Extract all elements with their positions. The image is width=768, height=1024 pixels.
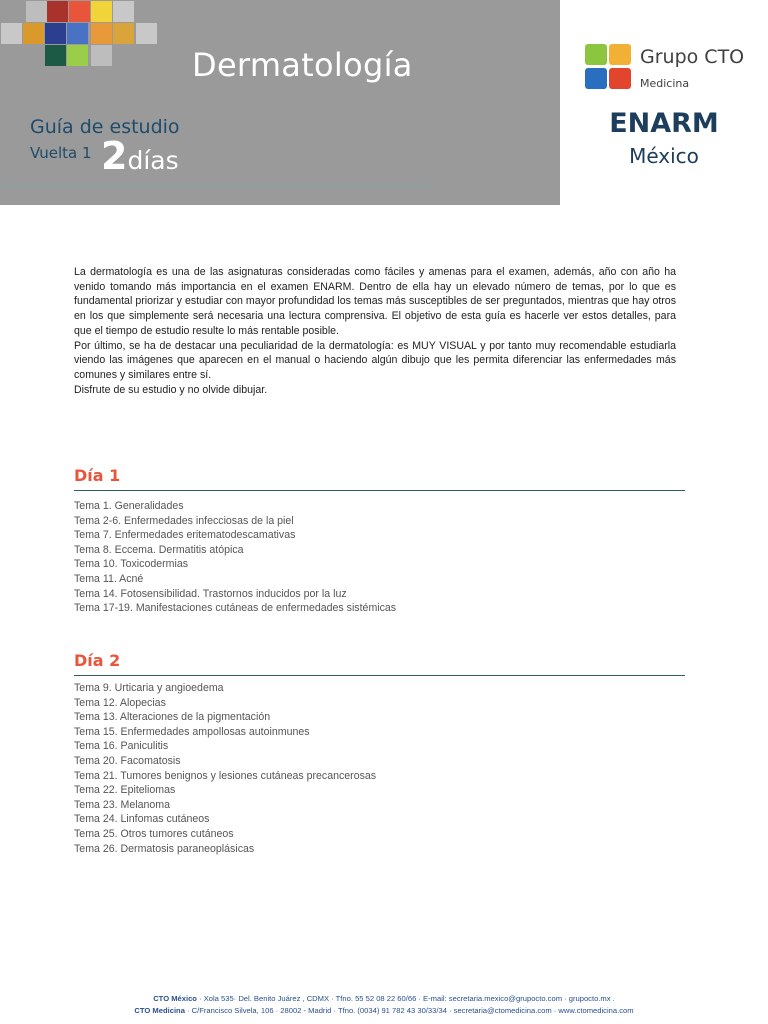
intro-paragraph: Disfrute de su estudio y no olvide dibujar.: [74, 383, 268, 396]
page-title: Dermatología: [192, 46, 413, 84]
mosaic-tile: [113, 23, 134, 44]
grupo-cto-logo-icon: [585, 44, 633, 90]
footer-line-mexico: CTO México · Xola 535· Del. Benito Juárez , CDMX · Tfno. 55 52 08 22 60/66 · E-mail: secretaria.mexico@grupocto.com · grupocto.mx .: [153, 994, 615, 1003]
list-item: Tema 16. Paniculitis: [74, 740, 169, 753]
list-item: Tema 17-19. Manifestaciones cutáneas de enfermedades sistémicas: [74, 602, 397, 615]
color-mosaic: [0, 0, 160, 66]
logo-subtitle: Medicina: [640, 77, 690, 90]
days-number: 2: [101, 134, 128, 178]
mosaic-tile: [45, 23, 66, 44]
mosaic-tile: [67, 45, 88, 66]
logo-brand: Grupo CTO: [640, 46, 745, 68]
footer-text: Xola 535· Del. Benito Juárez , CDMX · Tfno. 55 52 08 22 60/66 · E-mail: secretaria.mexico@grupocto.com · grupocto.mx .: [203, 994, 615, 1003]
list-item: Tema 10. Toxicodermias: [74, 558, 189, 571]
logo-square: [609, 68, 631, 89]
list-item: Tema 25. Otros tumores cutáneos: [74, 827, 234, 840]
list-item: Tema 22. Epiteliomas: [74, 784, 176, 797]
list-item: Tema 9. Urticaria y angioedema: [74, 682, 224, 694]
day-2-heading: Día 2: [74, 651, 121, 670]
day-2-divider: [74, 675, 685, 676]
list-item: Tema 14. Fotosensibilidad. Trastornos inducidos por la luz: [74, 587, 347, 600]
logo-square: [609, 44, 631, 65]
list-item: Tema 23. Melanoma: [74, 798, 170, 811]
intro-paragraph: La dermatología es una de las asignaturas consideradas como fáciles y amenas para el examen, además, año con año ha venido tomando más importancia en el examen ENARM. Dentro de ella hay un elevado número de temas, por lo que es fundamental priorizar y estudiar con mayor profundidad los temas más susceptibles de ser preguntados, mientras que hay otros en los que simplemente será necesaria una lectura comprensiva. El objetivo de esta guía es hacerle ver estos detalles, para que el tiempo de estudio resulte lo más rentable posible.: [74, 266, 676, 337]
mosaic-tile: [26, 1, 47, 22]
mosaic-tile: [1, 23, 22, 44]
day-1-heading: Día 1: [74, 466, 121, 485]
logo-square: [585, 68, 607, 89]
exam-country: México: [629, 144, 699, 168]
intro-paragraph: Por último, se ha de destacar una peculiaridad de la dermatología: es MUY VISUAL y por tanto muy recomendable estudiarla viendo las imágenes que aparecen en el manual o haciendo algún dibujo que les permita diferenciar las enfermedades más comunes y similares entre sí.: [74, 339, 676, 381]
list-item: Tema 24. Linfomas cutáneos: [74, 813, 210, 826]
mosaic-tile: [136, 23, 157, 44]
mosaic-tile: [23, 23, 44, 44]
list-item: Tema 8. Eccema. Dermatitis atópica: [74, 543, 244, 556]
logo-square: [585, 44, 607, 65]
mosaic-tile: [45, 45, 66, 66]
footer-line-madrid: CTO Medicina · C/Francisco Silvela, 106 · 28002 - Madrid · Tfno. (0034) 91 782 43 30/33/34 · secretaria@ctomedicina.com · www.ctomedicina.com: [134, 1006, 634, 1015]
mosaic-tile: [91, 1, 112, 22]
day-1-divider: [74, 490, 685, 491]
footer-label: CTO Medicina: [134, 1006, 185, 1015]
mosaic-tile: [69, 1, 90, 22]
mosaic-tile: [67, 23, 88, 44]
list-item: Tema 13. Alteraciones de la pigmentación: [74, 711, 271, 724]
list-item: Tema 20. Facomatosis: [74, 754, 181, 767]
mosaic-tile: [91, 23, 112, 44]
round-label: Vuelta 1: [30, 144, 92, 162]
list-item: Tema 1. Generalidades: [74, 500, 184, 512]
header-divider: [2, 184, 430, 185]
exam-title: ENARM: [609, 108, 719, 139]
list-item: Tema 7. Enfermedades eritematodescamativas: [74, 529, 296, 542]
list-item: Tema 15. Enfermedades ampollosas autoinmunes: [74, 725, 310, 738]
list-item: Tema 12. Alopecias: [74, 696, 166, 709]
days-word: días: [127, 146, 179, 175]
days-count: [101, 134, 179, 178]
list-item: Tema 2-6. Enfermedades infecciosas de la piel: [74, 514, 294, 527]
day-1-topics: [74, 499, 396, 616]
footer-text: C/Francisco Silvela, 106 · 28002 - Madrid · Tfno. (0034) 91 782 43 30/33/34 · secretaria@ctomedicina.com · www.ctomedicina.com: [191, 1006, 634, 1015]
list-item: Tema 11. Acné: [74, 572, 144, 585]
footer-label: CTO México: [153, 994, 197, 1003]
header-banner: [0, 0, 560, 205]
intro-text: [74, 265, 676, 397]
mosaic-tile: [113, 1, 134, 22]
guide-label: Guía de estudio: [30, 116, 180, 138]
mosaic-tile: [47, 1, 68, 22]
list-item: Tema 26. Dermatosis paraneoplásicas: [74, 842, 255, 855]
list-item: Tema 21. Tumores benignos y lesiones cutáneas precancerosas: [74, 769, 377, 782]
day-2-topics: [74, 681, 376, 856]
mosaic-tile: [91, 45, 112, 66]
